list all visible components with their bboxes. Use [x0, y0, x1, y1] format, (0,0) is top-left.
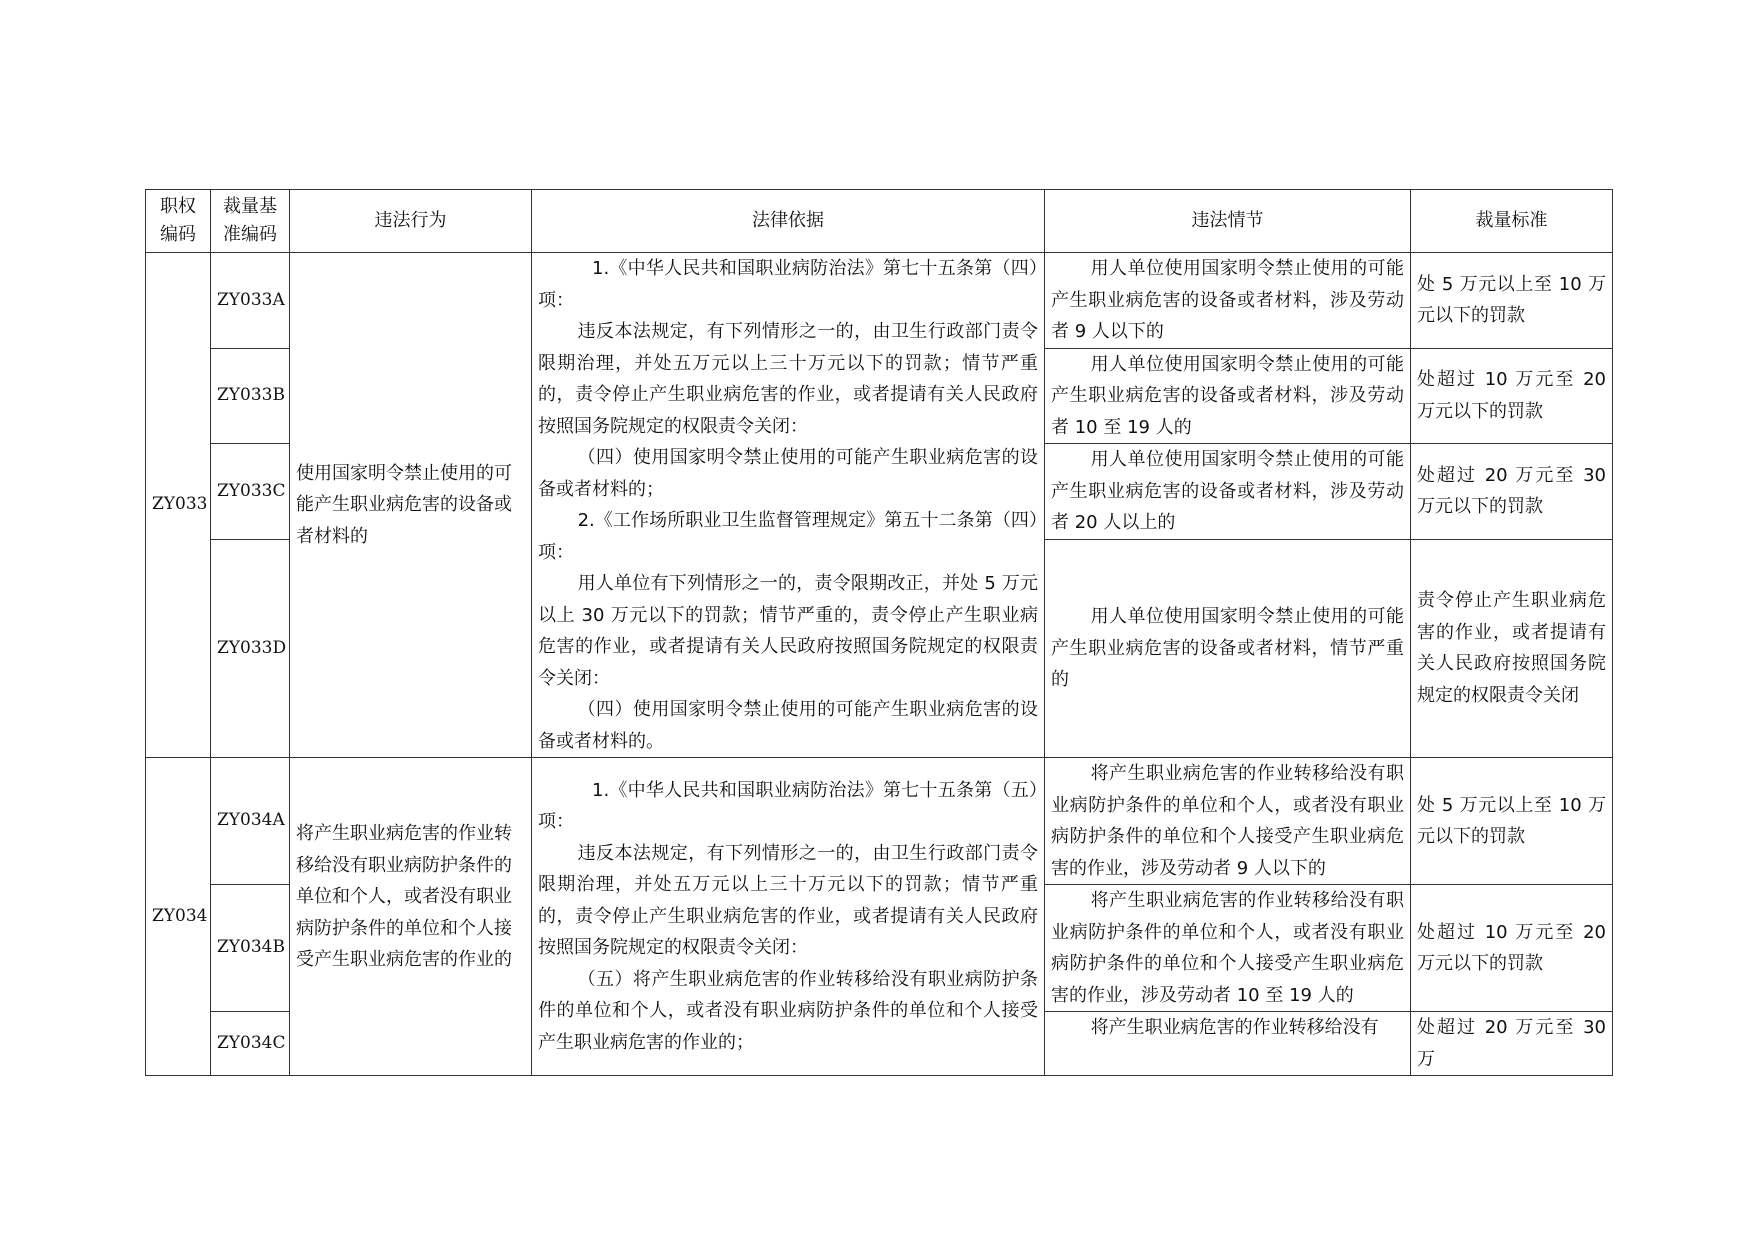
circumstance-text: 用人单位使用国家明令禁止使用的可能产生职业病危害的设备或者材料，涉及劳动者 9 人以下的 — [1051, 258, 1404, 343]
legal-basis-paragraph: 用人单位有下列情形之一的，责令限期改正，并处 5 万元以上 30 万元以下的罚款；情节严重的，责令停止产生职业病危害的作业，或者提请有关人民政府按照国务院规定的权限责令关闭： — [538, 573, 1038, 689]
circumstance-text: 用人单位使用国家明令禁止使用的可能产生职业病危害的设备或者材料，涉及劳动者 20 人以上的 — [1051, 449, 1404, 534]
benchmark-code-cell: ZY033D — [211, 539, 290, 757]
benchmark-code-cell: ZY034C — [211, 1012, 290, 1076]
authority-code-cell: ZY034 — [146, 758, 211, 1076]
legal-basis-cell — [532, 758, 1045, 1076]
circumstance-cell — [1045, 885, 1411, 1012]
circumstance-cell — [1045, 539, 1411, 757]
header-authority-code: 职权编码 — [146, 190, 211, 253]
benchmark-code-cell: ZY034A — [211, 758, 290, 885]
header-legal-basis: 法律依据 — [532, 190, 1045, 253]
legal-basis-paragraph: （四）使用国家明令禁止使用的可能产生职业病危害的设备或者材料的； — [538, 447, 1038, 500]
circumstance-text: 将产生职业病危害的作业转移给没有职业病防护条件的单位和个人，或者没有职业病防护条件的单位和个人接受产生职业病危害的作业，涉及劳动者 10 至 19 人的 — [1051, 890, 1404, 1006]
discretion-benchmark-table — [145, 189, 1613, 1076]
standard-cell: 处超过 10 万元至 20 万元以下的罚款 — [1411, 885, 1613, 1012]
standard-cell: 处超过 10 万元至 20 万元以下的罚款 — [1411, 348, 1613, 444]
standard-cell: 处超过 20 万元至 30 万元以下的罚款 — [1411, 444, 1613, 540]
illegal-act-cell: 将产生职业病危害的作业转移给没有职业病防护条件的单位和个人，或者没有职业病防护条件的单位和个人接受产生职业病危害的作业的 — [290, 758, 532, 1076]
benchmark-code-cell: ZY033B — [211, 348, 290, 444]
circumstance-cell — [1045, 253, 1411, 349]
standard-cell: 处 5 万元以上至 10 万元以下的罚款 — [1411, 253, 1613, 349]
circumstance-text: 用人单位使用国家明令禁止使用的可能产生职业病危害的设备或者材料，涉及劳动者 10 至 19 人的 — [1051, 353, 1404, 438]
benchmark-code-cell: ZY033A — [211, 253, 290, 349]
legal-basis-paragraph: 违反本法规定，有下列情形之一的，由卫生行政部门责令限期治理，并处五万元以上三十万元以下的罚款；情节严重的，责令停止产生职业病危害的作业，或者提请有关人民政府按照国务院规定的权限责令关闭： — [538, 842, 1038, 959]
illegal-act-cell: 使用国家明令禁止使用的可能产生职业病危害的设备或者材料的 — [290, 253, 532, 758]
table-row — [146, 253, 1613, 349]
circumstance-cell — [1045, 1012, 1411, 1076]
circumstance-text: 将产生职业病危害的作业转移给没有职业病防护条件的单位和个人，或者没有职业病防护条件的单位和个人接受产生职业病危害的作业，涉及劳动者 9 人以下的 — [1051, 763, 1404, 879]
authority-code-cell: ZY033 — [146, 253, 211, 758]
legal-basis-paragraph: 2.《工作场所职业卫生监督管理规定》第五十二条第（四）项： — [538, 510, 1038, 563]
circumstance-cell — [1045, 758, 1411, 885]
circumstance-cell — [1045, 444, 1411, 540]
standard-cell: 责令停止产生职业病危害的作业，或者提请有关人民政府按照国务院规定的权限责令关闭 — [1411, 539, 1613, 757]
header-standard: 裁量标准 — [1411, 190, 1613, 253]
circumstance-text: 用人单位使用国家明令禁止使用的可能产生职业病危害的设备或者材料，情节严重的 — [1051, 606, 1404, 691]
header-circumstance: 违法情节 — [1045, 190, 1411, 253]
benchmark-code-cell: ZY034B — [211, 885, 290, 1012]
circumstance-cell — [1045, 348, 1411, 444]
header-benchmark-code: 裁量基准编码 — [211, 190, 290, 253]
table-row — [146, 758, 1613, 885]
standard-cell: 处 5 万元以上至 10 万元以下的罚款 — [1411, 758, 1613, 885]
legal-basis-paragraph: （五）将产生职业病危害的作业转移给没有职业病防护条件的单位和个人，或者没有职业病防护条件的单位和个人接受产生职业病危害的作业的； — [538, 968, 1038, 1053]
legal-basis-paragraph: 1.《中华人民共和国职业病防治法》第七十五条第（五）项： — [538, 779, 1038, 833]
legal-basis-paragraph: 1.《中华人民共和国职业病防治法》第七十五条第（四）项： — [538, 258, 1038, 311]
standard-cell: 处超过 20 万元至 30 万 — [1411, 1012, 1613, 1076]
benchmark-code-cell: ZY033C — [211, 444, 290, 540]
header-illegal-act: 违法行为 — [290, 190, 532, 253]
header-row — [146, 190, 1613, 253]
circumstance-text: 将产生职业病危害的作业转移给没有 — [1090, 1017, 1379, 1038]
legal-basis-paragraph: （四）使用国家明令禁止使用的可能产生职业病危害的设备或者材料的。 — [538, 699, 1038, 752]
legal-basis-cell — [532, 253, 1045, 758]
legal-basis-paragraph: 违反本法规定，有下列情形之一的，由卫生行政部门责令限期治理，并处五万元以上三十万元以下的罚款；情节严重的，责令停止产生职业病危害的作业，或者提请有关人民政府按照国务院规定的权限责令关闭： — [538, 321, 1038, 437]
